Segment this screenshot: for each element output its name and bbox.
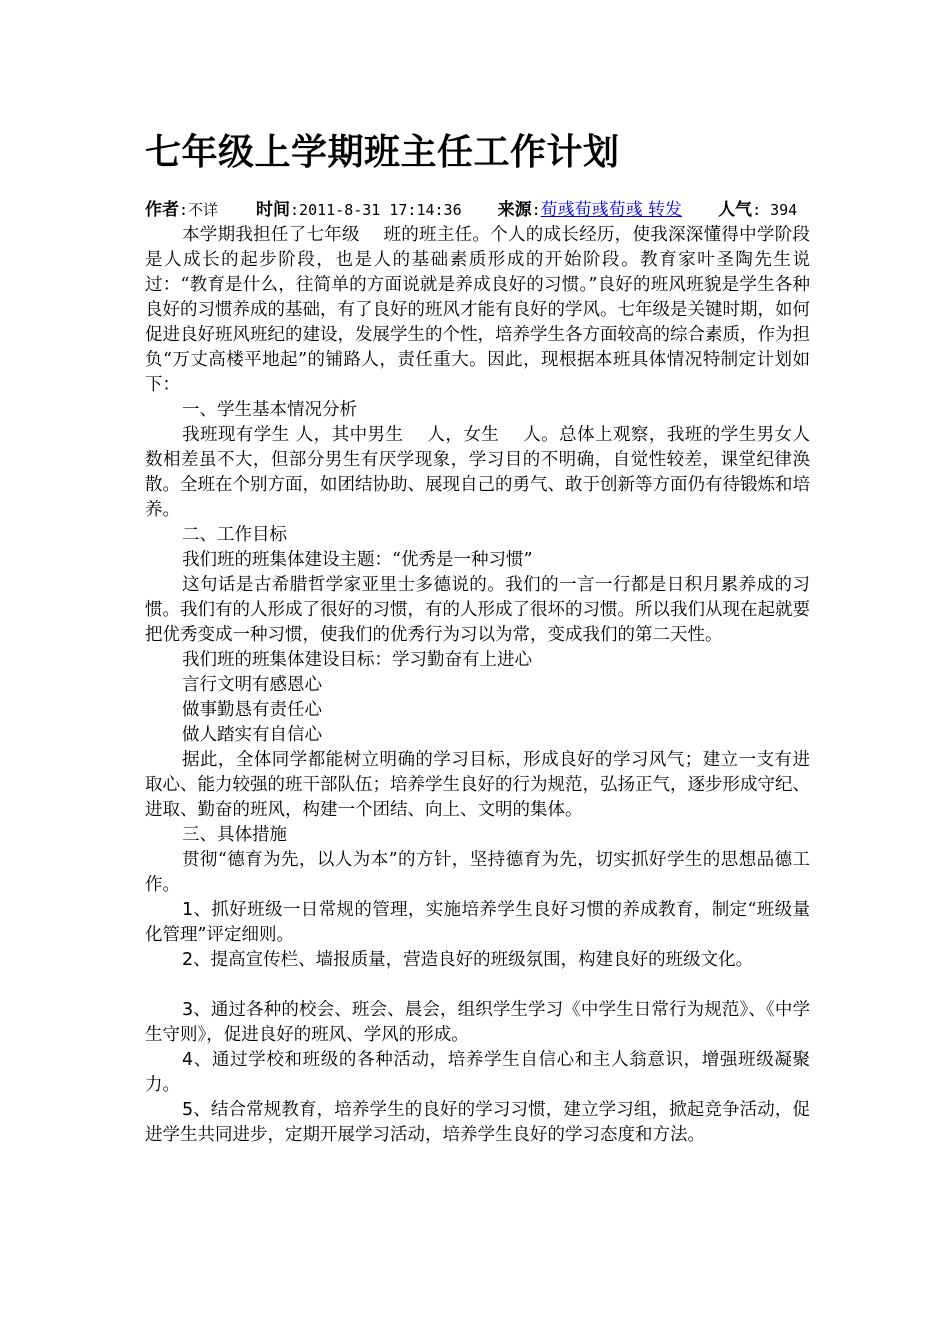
paragraph-accordingly: 据此，全体同学都能树立明确的学习目标，形成良好的学习风气；建立一支有进取心、能力较强的班干部队伍；培养学生良好的行为规范，弘扬正气，逐步形成守纪、进取、勤奋的班风，构建一个团结、向上、文明的集体。 — [145, 750, 810, 820]
document-page — [145, 128, 810, 1148]
measure-text: 、通过学校和班级的各种活动，培养学生自信心和主人翁意识，增强班级凝聚力。 — [145, 1050, 810, 1095]
author-label: 作者 — [145, 200, 179, 220]
measure-number: 2 — [182, 950, 194, 970]
paragraph-theme-explanation: 这句话是古希腊哲学家亚里士多德说的。我们的一言一行都是日积月累养成的习惯。我们有的人形成了很好的习惯，有的人形成了很坏的习惯。所以我们从现在起就要把优秀变成一种习惯，使我们的优秀行为习以为常，变成我们的第二天性。 — [145, 575, 810, 645]
measure-item-3 — [145, 998, 810, 1048]
goal-line-1: 言行文明有感恩心 — [182, 675, 322, 695]
measure-item-5 — [145, 1098, 810, 1148]
author-value: :不详 — [179, 201, 219, 219]
measure-item-4 — [145, 1048, 810, 1098]
measure-item-2 — [145, 948, 810, 973]
paragraph-goal: 我们班的班集体建设目标：学习勤奋有上进心 — [182, 650, 532, 670]
measure-item-1 — [145, 898, 810, 948]
source-separator: : — [531, 201, 541, 219]
measure-text: 、抓好班级一日常规的管理，实施培养学生良好习惯的养成教育，制定“班级量化管理”评定细则。 — [145, 900, 810, 945]
goal-line-3: 做人踏实有自信心 — [182, 725, 322, 745]
measure-text: 、通过各种的校会、班会、晨会，组织学生学习《中学生日常行为规范》、《中学生守则》，促进良好的班风、学风的形成。 — [145, 1000, 810, 1045]
measure-number: 5 — [182, 1100, 194, 1120]
measure-number: 3 — [182, 1000, 194, 1020]
measure-number: 4 — [182, 1050, 194, 1070]
paragraph-policy: 贯彻“德育为先，以人为本”的方针，坚持德育为先，切实抓好学生的思想品德工作。 — [145, 850, 810, 895]
source-link[interactable]: 荀彧荀彧荀彧 转发 — [540, 200, 683, 220]
paragraph-student-analysis: 我班现有学生 人，其中男生 人，女生 人。总体上观察，我班的学生男女人数相差虽不大，但部分男生有厌学现象，学习目的不明确，自觉性较差，课堂纪律涣散。全班在个别方面，如团结协助、展现自己的勇气、敢于创新等方面仍有待锻炼和培养。 — [145, 425, 810, 520]
source-label: 来源 — [497, 200, 532, 220]
time-label: 时间 — [256, 200, 291, 220]
goal-line-2: 做事勤恳有责任心 — [182, 700, 322, 720]
measure-text: 、提高宣传栏、墙报质量，营造良好的班级氛围，构建良好的班级文化。 — [193, 950, 754, 970]
paragraph-intro: 本学期我担任了七年级 班的班主任。个人的成长经历，使我深深懂得中学阶段是人成长的起步阶段，也是人的基础素质形成的开始阶段。教育家叶圣陶先生说过：“教育是什么，往简单的方面说就是养成良好的习惯。”良好的班风班貌是学生各种良好的习惯养成的基础，有了良好的班风才能有良好的学风。七年级是关键时期，如何促进良好班风班纪的建设，发展学生的个性，培养学生各方面较高的综合素质，作为担负“万丈高楼平地起”的铺路人，责任重大。因此，现根据本班具体情况特制定计划如下： — [145, 225, 810, 395]
time-value: :2011-8-31 17:14:36 — [290, 201, 462, 219]
measure-text: 、结合常规教育，培养学生的良好的学习习惯，建立学习组，掀起竞争活动，促进学生共同进步，定期开展学习活动，培养学生良好的学习态度和方法。 — [145, 1100, 810, 1145]
meta-line — [145, 198, 810, 223]
section-heading-3: 三、具体措施 — [182, 825, 287, 845]
popularity-label: 人气 — [718, 200, 753, 220]
paragraph-theme: 我们班的班集体建设主题：“优秀是一种习惯” — [182, 550, 533, 570]
section-heading-1: 一、学生基本情况分析 — [182, 400, 357, 420]
document-title: 七年级上学期班主任工作计划 — [145, 132, 620, 173]
measure-number: 1 — [182, 900, 194, 920]
popularity-value: : 394 — [752, 201, 798, 219]
document-body — [145, 223, 810, 1148]
section-heading-2: 二、工作目标 — [182, 525, 287, 545]
